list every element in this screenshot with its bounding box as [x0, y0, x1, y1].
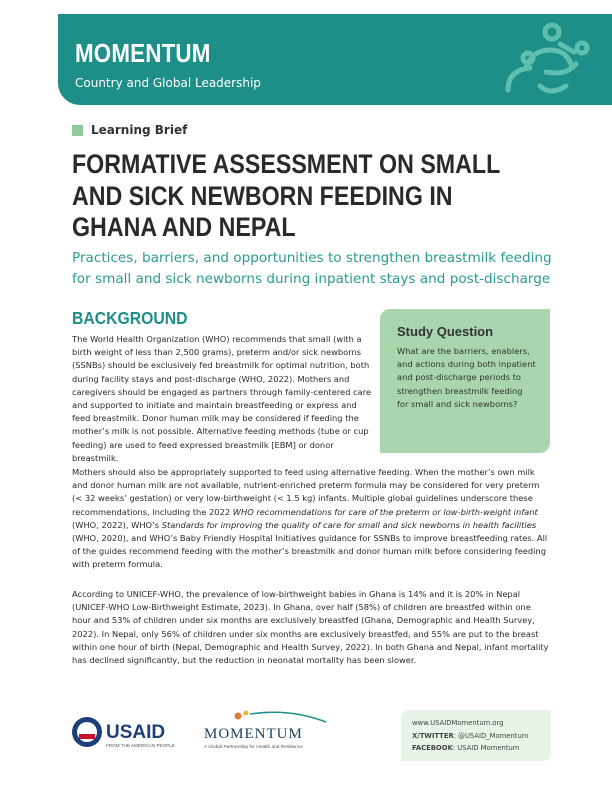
doc-type-row: [72, 123, 187, 137]
bullet-square-icon: [72, 125, 83, 136]
page-subtitle: [72, 248, 552, 290]
title-line: GHANA AND NEPAL: [72, 212, 296, 242]
study-question-title: Study Question: [397, 324, 494, 339]
website-link[interactable]: www.USAIDMomentum.org: [412, 719, 504, 727]
usaid-logo-tagline: FROM THE AMERICAN PEOPLE: [106, 743, 175, 748]
people-icon: [496, 20, 606, 100]
background-paragraph-2: [72, 466, 550, 572]
facebook-label: FACEBOOK: [412, 744, 453, 752]
study-question-text: What are the barriers, enablers, and actions during both inpatient and post-discharge periods to strengthen breastmilk feeding for small and sick newborns?: [397, 346, 536, 409]
usaid-logo-name: USAID: [106, 722, 166, 743]
brand-title: MOMENTUM: [75, 38, 211, 68]
page-title: [72, 149, 536, 244]
subtitle-line: for small and sick newborns during inpatient stays and post-discharge: [72, 271, 551, 287]
citation-title: WHO recommendations for care of the preterm or low-birth-weight infant: [232, 506, 538, 517]
title-line: AND SICK NEWBORN FEEDING IN: [72, 180, 453, 211]
header-banner: [58, 14, 612, 105]
facebook-line: [412, 742, 551, 755]
study-question-box: [380, 309, 550, 453]
usaid-logo: [70, 712, 190, 752]
text-run: Mothers should also be appropriately supported to feed using alternative feeding. When the mother’s own milk and donor human milk are not available, nutrient-enriched preterm formula may be considered for very preterm (< 32 weeks’ gestation) or very low-birthweight (< 1.5 kg) infants. Multiple global guidelines underscore these recommendations, including the 2022: [72, 467, 540, 517]
momentum-logo-tagline: A Global Partnership for Health and Resilience: [204, 745, 303, 750]
twitter-label: X/TWITTER: [412, 731, 454, 740]
text-run: (WHO, 2022), WHO’s: [72, 519, 162, 530]
twitter-handle-link[interactable]: : @USAID_Momentum: [453, 731, 529, 740]
doc-type-label: Learning Brief: [91, 123, 188, 137]
brand-tagline: Country and Global Leadership: [75, 76, 261, 90]
contact-box: [401, 710, 551, 761]
twitter-line: [412, 730, 551, 743]
subtitle-line: Practices, barriers, and opportunities to strengthen breastmilk feeding: [72, 250, 552, 266]
momentum-logo: [200, 708, 330, 752]
text-run: (WHO, 2020), and WHO’s Baby Friendly Hospital Initiatives guidance for SSNBs to improve breastfeeding rates. All of the guides recommend feeding with the mother’s breastmilk and donor human milk before considering feeding with preterm formula.: [72, 533, 548, 570]
section-heading-background: BACKGROUND: [72, 308, 188, 328]
title-line: FORMATIVE ASSESSMENT ON SMALL: [72, 149, 501, 179]
citation-title: Standards for improving the quality of care for small and sick newborns in health facilities: [161, 519, 537, 530]
background-paragraph-3: According to UNICEF-WHO, the prevalence of low-birthweight babies in Ghana is 14% and it is 20% in Nepal (UNICEF-WHO Low-Birthweight Estimate, 2023). In Ghana, over half (58%) of children are breastfed within one hour and 53% of children under six months are exclusively breastfed (Ghana, Demographic and Health Survey, 2022). In Nepal, only 56% of children under six months are exclusively breastfed, and 55% are put to the breast within one hour of birth (Nepal, Demographic and Health Survey, 2022). In both Ghana and Nepal, infant mortality has declined significantly, but the reduction in neonatal mortality has been slower.: [72, 589, 549, 666]
background-paragraph-1: The World Health Organization (WHO) recommends that small (with a birth weight of less than 2,500 grams), preterm and/or sick newborns (SSNBs) should be exclusively fed breastmilk for optimal nutrition, both during facility stays and post-discharge (WHO, 2022). Mothers and caregivers should be engaged as partners through family-centered care and supported to initiate and maintain breastfeeding or express and feed breastmilk. Donor human milk may be considered if feeding the mother’s milk is not possible. Alternative feeding methods (tube or cup feeding) are used to feed expressed breastmilk [EBM] or donor breastmilk.: [72, 334, 372, 463]
momentum-logo-name: MOMENTUM: [204, 726, 303, 742]
facebook-handle-link[interactable]: : USAID Momentum: [452, 744, 520, 752]
